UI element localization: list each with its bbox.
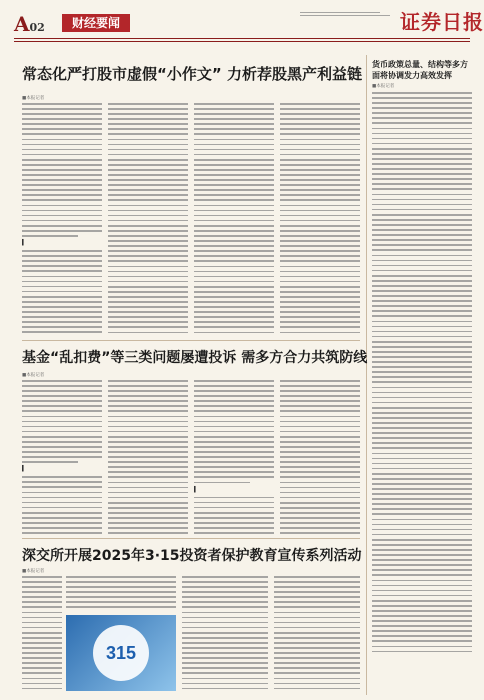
byline-2: ■本报记者 <box>22 373 45 378</box>
article-separator-2 <box>22 538 360 539</box>
article-headline-3: 深交所开展2025年3·15投资者保护教育宣传系列活动 <box>22 548 362 564</box>
column-separator <box>366 55 367 695</box>
section-title: 财经要闻 <box>62 14 130 32</box>
article-1-column-4 <box>280 103 360 335</box>
subheading: ▍ <box>22 466 27 473</box>
masthead-meta <box>300 12 390 18</box>
article-2-column-4 <box>280 380 360 535</box>
article-1-column-1 <box>22 103 102 335</box>
side-article-body <box>372 92 472 692</box>
header-rule-thin <box>14 41 470 42</box>
byline-3: ■本报记者 <box>22 569 45 574</box>
article-1-column-3 <box>194 103 274 335</box>
article-3-column-3 <box>182 576 268 694</box>
newspaper-logo: 证券日报 <box>400 10 484 34</box>
article-separator-1 <box>22 340 360 341</box>
byline-side: ■本报记者 <box>372 84 395 89</box>
article-headline-1: 常态化严打股市虚假“小作文” 力析荐股黑产利益链 <box>22 65 362 83</box>
subheading: ▍ <box>22 240 27 247</box>
page-number: A02 <box>14 12 45 36</box>
event-photo <box>66 615 176 691</box>
photo-label: 315 <box>105 643 137 663</box>
article-3-column-2-top <box>66 576 176 612</box>
article-3-column-1 <box>22 576 62 694</box>
article-2-column-3 <box>194 380 274 535</box>
byline-1: ■本报记者 <box>22 96 45 101</box>
side-article-headline: 货币政策总量、结构等多方面将协调发力高效发挥 <box>372 60 468 80</box>
article-1-column-2 <box>108 103 188 335</box>
subheading: ▍ <box>194 486 199 493</box>
article-headline-2: 基金“乱扣费”等三类问题屡遭投诉 需多方合力共筑防线 <box>22 350 368 366</box>
header-rule <box>14 38 470 39</box>
article-3-column-4 <box>274 576 360 694</box>
article-2-column-2 <box>108 380 188 535</box>
article-2-column-1 <box>22 380 102 535</box>
page-header <box>0 0 484 40</box>
